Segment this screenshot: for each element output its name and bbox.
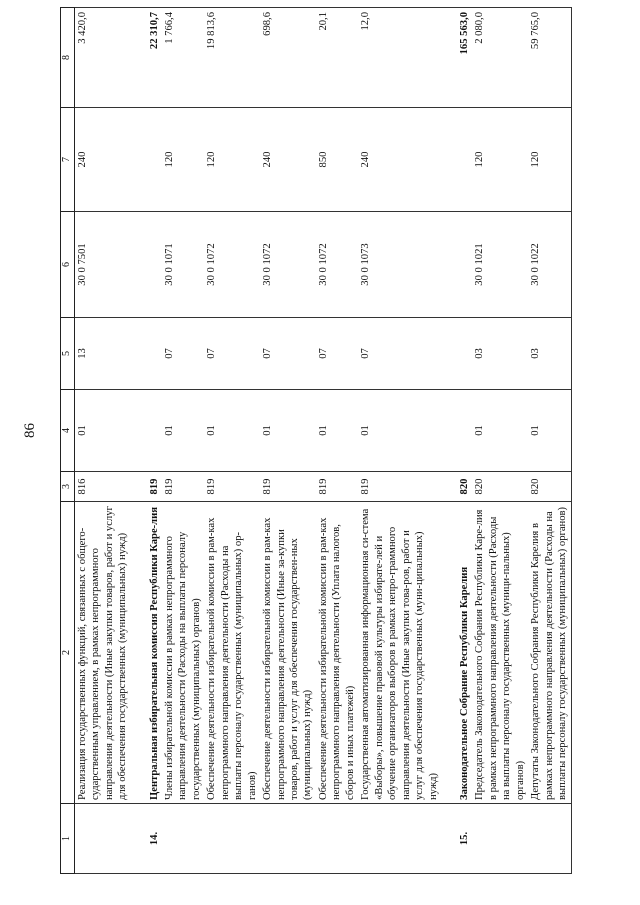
row-name: Обеспечение деятельности избирательной комиссии в рам-ках непрограммного направления деятельности (Уплата налогов, сборов и иных платежей) — [316, 502, 358, 804]
ministry-code: 819 — [260, 472, 316, 502]
spacer-row — [441, 8, 457, 874]
column-header: 3 — [61, 472, 75, 502]
table-row — [528, 8, 571, 874]
ministry-code: 819 — [162, 472, 204, 502]
amount: 2 080,0 — [472, 8, 528, 108]
section-code: 01 — [74, 390, 130, 472]
subsection-code: 07 — [358, 318, 441, 390]
expense-type-code: 240 — [74, 108, 130, 212]
table-row — [472, 8, 528, 874]
page-number: 86 — [22, 423, 38, 438]
amount: 19 813,6 — [204, 8, 260, 108]
table-row — [74, 8, 130, 874]
column-header: 8 — [61, 8, 75, 108]
section-code: 01 — [204, 390, 260, 472]
target-item-code — [457, 212, 472, 318]
row-number — [316, 804, 358, 874]
section-code — [147, 390, 162, 472]
expense-type-code: 120 — [528, 108, 571, 212]
row-name: Депутаты Законодательного Собрания Республики Карелия в рамках непрограммного направления деятельности (Расходы на выплаты персоналу государственных (муниципальных) органов) — [528, 502, 571, 804]
subsection-code: 03 — [472, 318, 528, 390]
ministry-code: 820 — [528, 472, 571, 502]
target-item-code: 30 0 1022 — [528, 212, 571, 318]
column-header: 2 — [61, 502, 75, 804]
table-row — [316, 8, 358, 874]
row-number — [472, 804, 528, 874]
ministry-code: 819 — [147, 472, 162, 502]
table-row — [358, 8, 441, 874]
subsection-code — [147, 318, 162, 390]
target-item-code: 30 0 1072 — [316, 212, 358, 318]
section-code — [457, 390, 472, 472]
row-name: Законодательное Собрание Республики Карелия — [457, 502, 472, 804]
row-name: Государственная автоматизированная информационная си-стема «Выборы», повышение правовой культуры избирате-лей и обучение организаторов выборов в рамках непро-граммного направления деятельности (Иные закупки това-ров, работ и услуг для обеспечения государственных (муни-ципальных) нужд) — [358, 502, 441, 804]
row-name: Обеспечение деятельности избирательной комиссии в рам-ках непрограммного направления деятельности (Расходы на выплаты персоналу государственных (муниципальных) ор-ганов) — [204, 502, 260, 804]
subsection-code: 07 — [204, 318, 260, 390]
subsection-code: 07 — [260, 318, 316, 390]
table-row — [260, 8, 316, 874]
row-number — [260, 804, 316, 874]
ministry-code: 819 — [316, 472, 358, 502]
expense-type-code: 850 — [316, 108, 358, 212]
amount: 3 420,0 — [74, 8, 130, 108]
amount: 59 765,0 — [528, 8, 571, 108]
row-number — [358, 804, 441, 874]
ministry-code: 819 — [358, 472, 441, 502]
row-name: Председатель Законодательного Собрания Республики Каре-лия в рамках непрограммного направления деятельности (Расходы на выплаты персоналу государственных (муници-пальных) органов) — [472, 502, 528, 804]
ministry-code: 820 — [457, 472, 472, 502]
subsection-code: 03 — [528, 318, 571, 390]
row-number — [528, 804, 571, 874]
row-name: Реализация государственных функций, связанных с общего-сударственным управлением, в рамках непрограммного направления деятельности (Иные закупки товаров, работ и услуг для обеспечения государственных (муниципальных) нужд) — [74, 502, 130, 804]
subsection-code: 07 — [162, 318, 204, 390]
amount: 698,6 — [260, 8, 316, 108]
expense-type-code: 120 — [162, 108, 204, 212]
column-header: 4 — [61, 390, 75, 472]
row-number: 14. — [147, 804, 162, 874]
section-code: 01 — [162, 390, 204, 472]
expense-type-code: 120 — [472, 108, 528, 212]
target-item-code: 30 0 1073 — [358, 212, 441, 318]
target-item-code: 30 0 7501 — [74, 212, 130, 318]
row-number: 15. — [457, 804, 472, 874]
expense-type-code — [457, 108, 472, 212]
table-row-section — [457, 8, 472, 874]
ministry-code: 816 — [74, 472, 130, 502]
target-item-code: 30 0 1021 — [472, 212, 528, 318]
expense-type-code: 240 — [358, 108, 441, 212]
section-code: 01 — [472, 390, 528, 472]
row-number — [204, 804, 260, 874]
expense-type-code: 120 — [204, 108, 260, 212]
amount: 12,0 — [358, 8, 441, 108]
ministry-code: 819 — [204, 472, 260, 502]
ministry-code: 820 — [472, 472, 528, 502]
amount: 20,1 — [316, 8, 358, 108]
budget-table-rotated — [60, 8, 630, 874]
subsection-code: 07 — [316, 318, 358, 390]
amount: 1 766,4 — [162, 8, 204, 108]
section-code: 01 — [316, 390, 358, 472]
section-code: 01 — [358, 390, 441, 472]
table-row-section — [147, 8, 162, 874]
header-row — [61, 8, 75, 874]
column-header: 7 — [61, 108, 75, 212]
row-number — [74, 804, 130, 874]
target-item-code: 30 0 1071 — [162, 212, 204, 318]
expense-type-code — [147, 108, 162, 212]
budget-table — [60, 7, 572, 874]
table-row — [162, 8, 204, 874]
column-header: 5 — [61, 318, 75, 390]
row-name: Центральная избирательная комиссия Республики Каре-лия — [147, 502, 162, 804]
table-row — [204, 8, 260, 874]
spacer-row — [131, 8, 147, 874]
column-header: 6 — [61, 212, 75, 318]
expense-type-code: 240 — [260, 108, 316, 212]
row-name: Обеспечение деятельности избирательной комиссии в рам-ках непрограммного направления деятельности (Иные за-купки товаров, работ и услуг для обеспечения государствен-ных (муниципальных) нужд) — [260, 502, 316, 804]
subsection-code — [457, 318, 472, 390]
amount: 22 310,7 — [147, 8, 162, 108]
row-number — [162, 804, 204, 874]
target-item-code: 30 0 1072 — [204, 212, 260, 318]
section-code: 01 — [528, 390, 571, 472]
amount: 165 563,0 — [457, 8, 472, 108]
column-header: 1 — [61, 804, 75, 874]
row-name: Члены избирательной комиссии в рамках непрограммного направления деятельности (Расходы на выплаты персоналу государственных (муниципальных) органов) — [162, 502, 204, 804]
target-item-code: 30 0 1072 — [260, 212, 316, 318]
section-code: 01 — [260, 390, 316, 472]
target-item-code — [147, 212, 162, 318]
subsection-code: 13 — [74, 318, 130, 390]
